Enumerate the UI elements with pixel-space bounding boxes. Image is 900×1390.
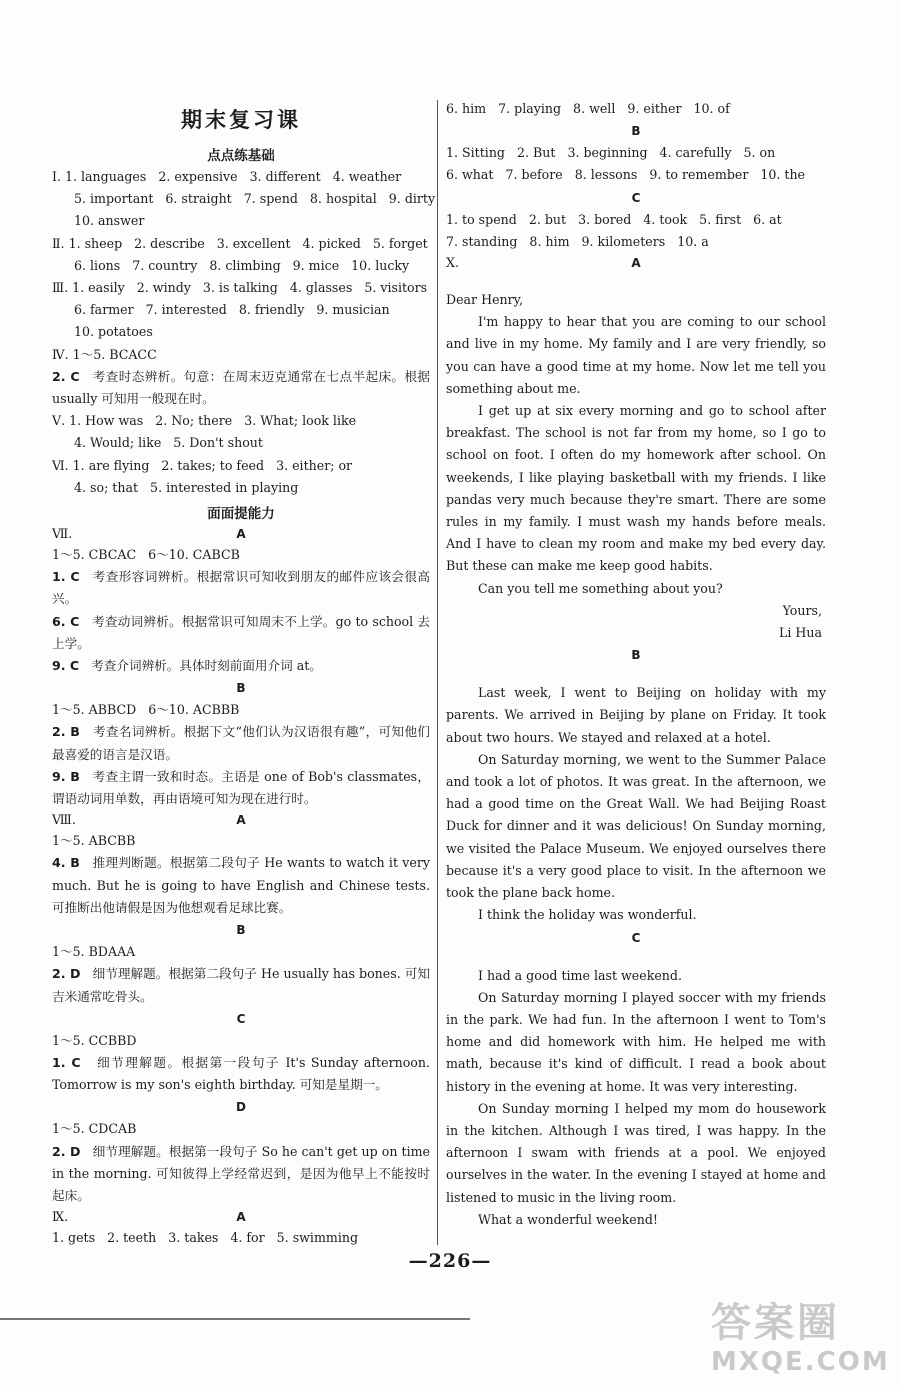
section-label-row: Ⅸ. A — [52, 1207, 430, 1227]
part-label: B — [631, 124, 641, 139]
note-key: 2. B — [52, 724, 80, 740]
part-label: C — [631, 190, 641, 205]
part-label: D — [236, 1100, 246, 1115]
letter-closing: Yours, — [782, 602, 822, 618]
section-heading-ability: 面面提能力 — [207, 506, 275, 523]
answer-line: Ⅲ. 1. easily 2. windy 3. is talking 4. glasses 5. visitors — [52, 280, 428, 296]
answer-line: 5. important 6. straight 7. spend 8. hospital 9. dirty — [74, 191, 436, 207]
column-divider — [437, 100, 438, 1245]
explanation-note — [52, 1141, 430, 1208]
bottom-rule — [0, 1318, 470, 1320]
answer-line: 10. answer — [74, 213, 145, 229]
note-key: 9. B — [52, 768, 80, 784]
note-text: 考查时态辨析。句意：在周末迈克通常在七点半起床。根据 usually 可知用一般现在时。 — [52, 368, 430, 407]
part-label: C — [236, 1011, 246, 1026]
essay-paragraph: I get up at six every morning and go to school after breakfast. The school is not far from my home, so I go to school on foot. I often do my homework after school. On weekends, I like playing basketball with my friends. I like pandas very much because they're smart. There are some rules in my family. I must wash my hands before meals. And I have to clean my room and make my bed every day. But these can make me keep good habits. — [446, 403, 826, 574]
essay-paragraph: I had a good time last weekend. — [478, 967, 682, 983]
note-key: 4. B — [52, 855, 80, 871]
note-text: 考查形容词辨析。根据常识可知收到朋友的邮件应该会很高兴。 — [52, 569, 430, 607]
page-number: —226— — [408, 1250, 492, 1272]
essay-paragraph: On Saturday morning I played soccer with my friends in the park. We had fun. In the afternoon I went to Tom's home and did homework with him. He helped me with math, because it's kind of difficult. I read a book about history in the evening at home. It was very interesting. — [446, 989, 826, 1094]
part-label: A — [631, 256, 641, 271]
explanation-note — [52, 963, 430, 1007]
section-label-row: Ⅶ. A — [52, 524, 430, 544]
part-label: B — [236, 681, 246, 696]
essay-paragraph: What a wonderful weekend! — [478, 1211, 658, 1227]
answer-line: 6. him 7. playing 8. well 9. either 10. of — [446, 101, 730, 116]
essay-paragraph: Can you tell me something about you? — [478, 580, 723, 596]
note-key: 6. C — [52, 613, 80, 629]
watermark-logo — [711, 1300, 890, 1382]
part-label: B — [236, 923, 246, 938]
note-text: 推理判断题。根据第二段句子 He wants to watch it very much. But he is going to have English and Chinese tests. 可推断出他请假是因为他想观看足球比赛。 — [52, 855, 431, 915]
explanation-note — [52, 566, 430, 610]
answer-line: Ⅱ. 1. sheep 2. describe 3. excellent 4. picked 5. forget — [52, 235, 428, 251]
answer-line: 1. gets 2. teeth 3. takes 4. for 5. swimming — [52, 1230, 359, 1246]
answer-line: 4. so; that 5. interested in playing — [74, 479, 299, 495]
part-label: A — [236, 813, 246, 828]
answer-line: 4. Would; like 5. Don't shout — [74, 435, 263, 451]
answer-line: 1. to spend 2. but 3. bored 4. took 5. first 6. at — [446, 211, 782, 227]
letter-signature: Li Hua — [779, 625, 822, 641]
answer-line: Ⅴ. 1. How was 2. No; there 3. What; look like — [52, 413, 357, 429]
essay-paragraph: Last week, I went to Beijing on holiday with my parents. We arrived in Beijing by plane on Friday. It took about two hours. We stayed and relaxed at a hotel. — [446, 685, 826, 745]
watermark-text: 答案圈 — [711, 1300, 840, 1346]
note-text: 细节理解题。根据第二段句子 He usually has bones. 可知吉米通常吃骨头。 — [52, 966, 430, 1004]
page-title: 期末复习课 — [181, 108, 301, 132]
answer-line: 1～5. CBCAC 6～10. CABCB — [52, 547, 240, 563]
answer-line: 1～5. BDAAA — [52, 944, 136, 960]
answer-line: Ⅳ. 1～5. BCACC — [52, 346, 157, 362]
answer-line: 1. Sitting 2. But 3. beginning 4. carefully 5. on — [446, 145, 776, 161]
answer-line: 6. what 7. before 8. lessons 9. to remember 10. the — [446, 167, 806, 183]
note-key: 2. C — [52, 368, 80, 384]
note-key: 1. C — [52, 1054, 81, 1070]
answer-line: 1～5. CCBBD — [52, 1032, 137, 1048]
essay-paragraph: On Saturday morning, we went to the Summer Palace and took a lot of photos. It was great. In the afternoon, we had a good time on the Great Wall. We had Beijing Roast Duck for dinner and it was delicious! On Sunday morning, we visited the Palace Museum. We enjoyed ourselves there because it's a very good place to visit. In the afternoon we took the plane back home. — [446, 751, 826, 901]
explanation-note — [52, 655, 430, 677]
right-column — [446, 98, 826, 1231]
answer-line: Ⅵ. 1. are flying 2. takes; to feed 3. either; or — [52, 457, 353, 473]
answer-line: 1～5. ABCBB — [52, 833, 136, 849]
answer-line: Ⅰ. 1. languages 2. expensive 3. different 4. weather — [52, 169, 402, 184]
section-label-row: Ⅹ. A — [446, 253, 826, 273]
essay-paragraph: On Sunday morning I helped my mom do housework in the kitchen. Although I was tired, I was happy. In the afternoon I swam with friends at a pool. We enjoyed ourselves in the water. In the evening I stayed at home and listened to music in the living room. — [446, 1100, 826, 1205]
answer-line: 6. lions 7. country 8. climbing 9. mice 10. lucky — [74, 257, 410, 273]
part-label: A — [236, 527, 246, 542]
note-text: 考查主谓一致和时态。主语是 one of Bob's classmates，谓语动词用单数，再由语境可知为现在进行时。 — [52, 768, 431, 807]
essay-paragraph: I think the holiday was wonderful. — [478, 907, 697, 923]
answer-line: 10. potatoes — [74, 324, 153, 340]
explanation-note — [52, 721, 430, 765]
letter-greeting: Dear Henry, — [446, 292, 524, 308]
answer-line: 1～5. ABBCD 6～10. ACBBB — [52, 702, 240, 718]
left-column — [52, 98, 436, 1249]
section-label-row: Ⅷ. A — [52, 810, 430, 830]
part-label: A — [236, 1210, 246, 1225]
watermark-url: MXQE.COM — [711, 1347, 890, 1377]
essay-paragraph: I'm happy to hear that you are coming to our school and live in my home. My family and I are very friendly, so you can have a good time at my home. Now let me tell you something about me. — [446, 314, 826, 396]
note-text: 细节理解题。根据第一段句子 So he can't get up on time in the morning. 可知彼得上学经常迟到，是因为他早上不能按时起床。 — [52, 1143, 430, 1203]
note-text: 考查动词辨析。根据常识可知周末不上学。go to school 去上学。 — [52, 613, 430, 651]
note-key: 2. D — [52, 966, 81, 982]
answer-line: 6. farmer 7. interested 8. friendly 9. musician — [74, 302, 390, 318]
explanation-note — [52, 611, 430, 655]
note-text: 考查介词辨析。具体时刻前面用介词 at。 — [91, 658, 322, 674]
explanation-note — [52, 1052, 430, 1096]
part-label: B — [631, 648, 641, 663]
explanation-note — [52, 766, 430, 810]
note-key: 9. C — [52, 658, 80, 674]
answer-line: 1～5. CDCAB — [52, 1121, 137, 1137]
note-key: 1. C — [52, 569, 80, 585]
note-text: 细节理解题。根据第一段句子 It's Sunday afternoon. Tomorrow is my son's eighth birthday. 可知是星期一。 — [52, 1054, 430, 1093]
explanation-note — [52, 852, 430, 919]
note-text: 考查名词辨析。根据下文“他们认为汉语很有趣”，可知他们最喜爱的语言是汉语。 — [52, 724, 430, 762]
part-label: C — [631, 930, 641, 945]
explanation-note — [52, 366, 430, 410]
answer-line: 7. standing 8. him 9. kilometers 10. a — [446, 233, 709, 249]
note-key: 2. D — [52, 1143, 81, 1159]
section-heading-basics: 点点练基础 — [207, 148, 275, 164]
